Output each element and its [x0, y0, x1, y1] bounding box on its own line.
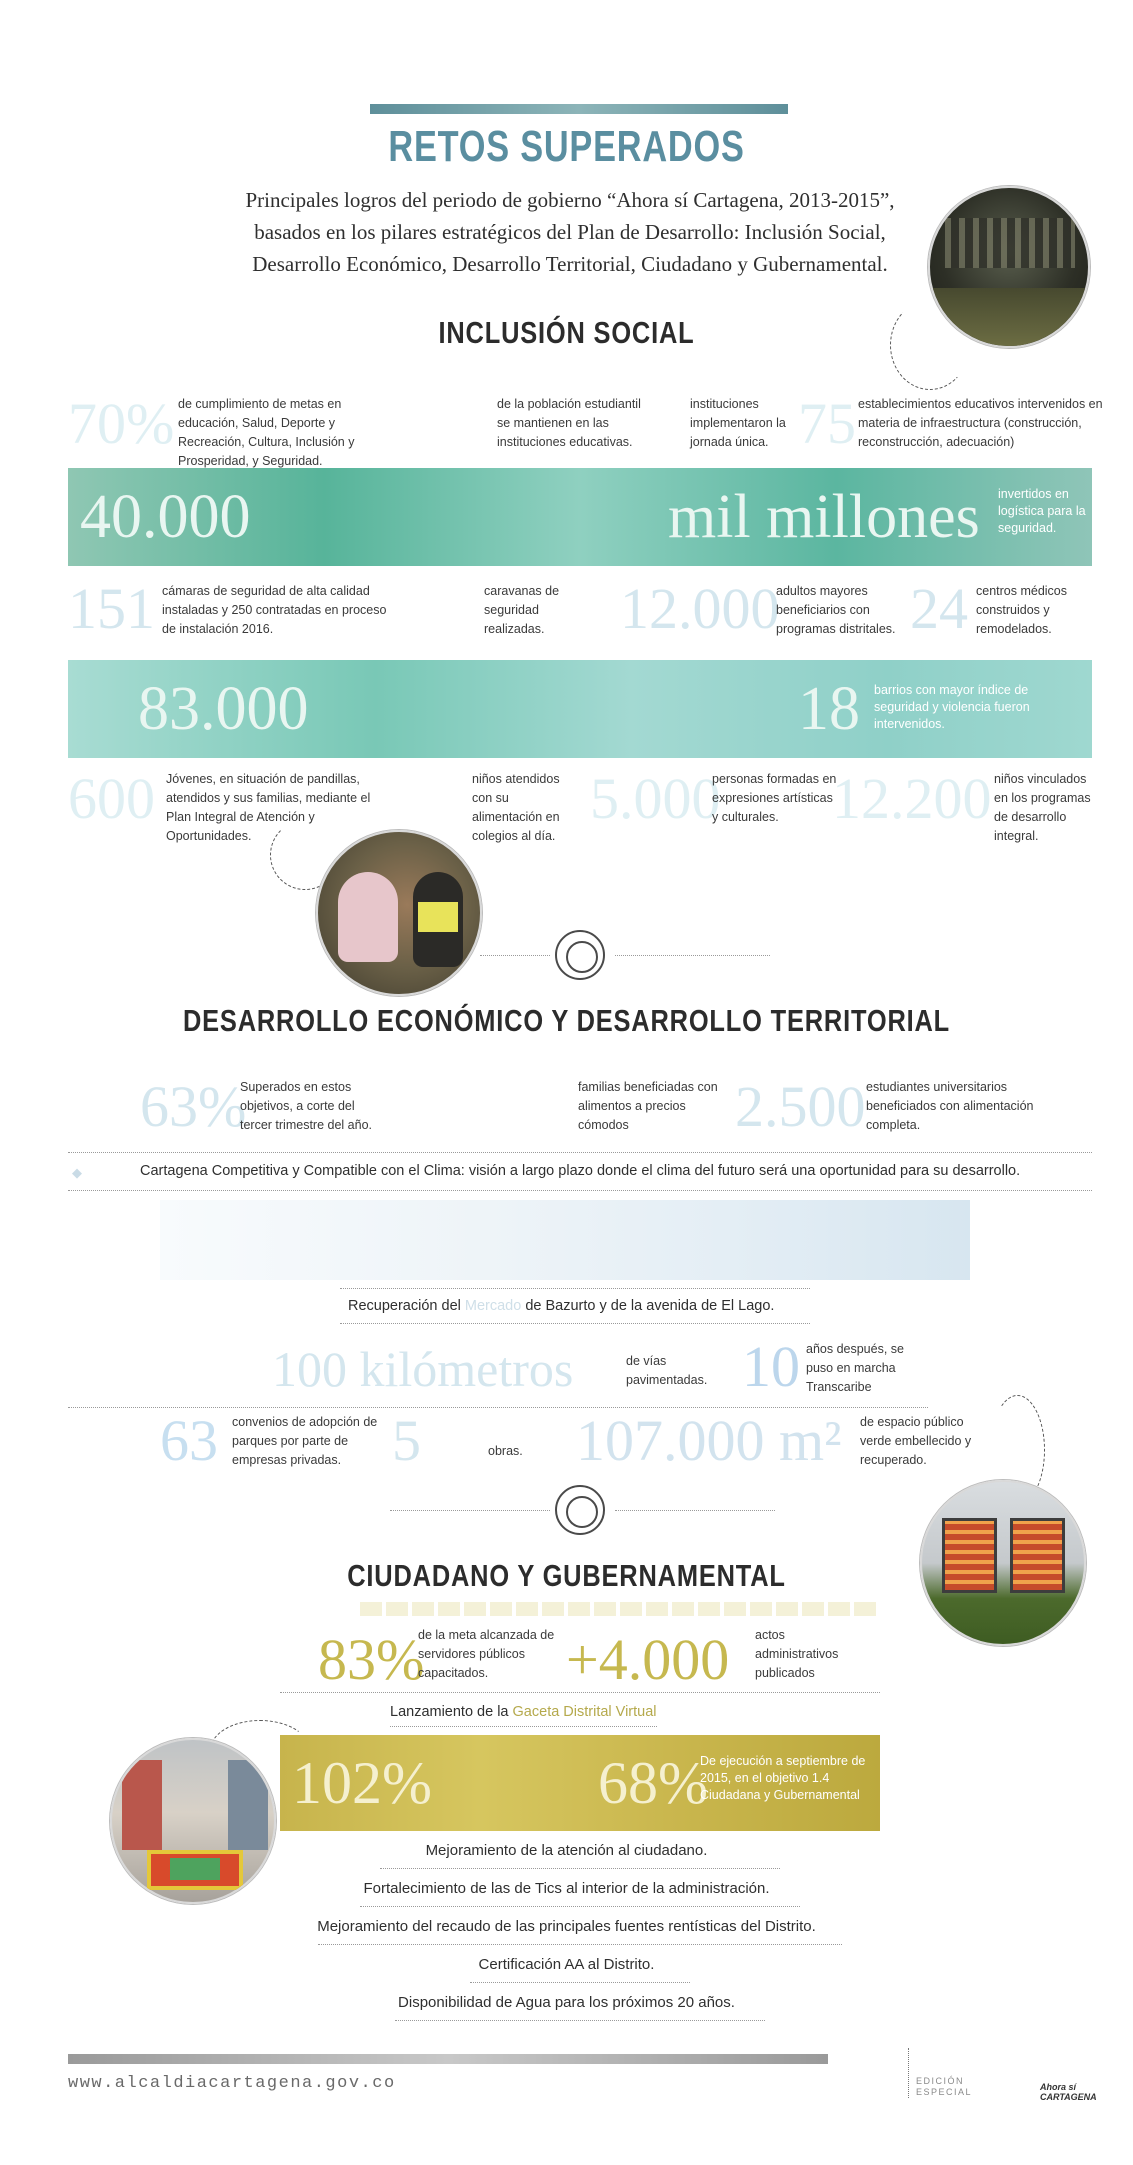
list-item: Mejoramiento del recaudo de las principales fuentes rentísticas del Distrito.: [317, 1918, 816, 1935]
page-title: RETOS SUPERADOS: [388, 122, 745, 171]
list-item: Disponibilidad de Agua para los próximos 20 años.: [398, 1994, 735, 2011]
divider-line: [318, 1944, 842, 1945]
stat-text: cámaras de seguridad de alta calidad instaladas y 250 contratadas en proceso de instalación 2016.: [162, 584, 387, 636]
recuperacion-text: [348, 1298, 774, 1314]
people-photo: [316, 830, 482, 996]
stat-number: 63: [160, 1408, 218, 1473]
band-number: 18: [798, 675, 860, 743]
divider-line: [908, 2048, 909, 2098]
text-span: Gaceta Distrital Virtual: [512, 1704, 657, 1720]
stat-text: actos administrativos publicados: [755, 1628, 839, 1680]
stat-text: niños atendidos con su alimentación en colegios al día.: [472, 772, 560, 843]
stat-text: de espacio público verde embellecido y recuperado.: [860, 1415, 972, 1467]
divider-line: [68, 1190, 1092, 1191]
section-title-economico: DESARROLLO ECONÓMICO Y DESARROLLO TERRITORIAL: [182, 1003, 951, 1038]
band-text: invertidos en logística para la seguridad.: [998, 487, 1086, 535]
highlight-band: [68, 468, 1092, 566]
stat-text: años después, se puso en marcha Transcaribe: [806, 1342, 904, 1394]
stat-number: 12.200: [832, 766, 992, 831]
ornament-icon: [555, 1485, 605, 1535]
stat-number: +4.000: [566, 1627, 730, 1692]
divider-line: [615, 955, 770, 956]
intro-line-3: Desarrollo Económico, Desarrollo Territorial, Ciudadano y Gubernamental.: [252, 252, 888, 276]
ornament-icon: [555, 930, 605, 980]
divider-line: [280, 1692, 880, 1693]
plan-icon: ◆: [72, 1165, 82, 1180]
stat-text: caravanas de seguridad realizadas.: [484, 584, 560, 636]
intro-text: [190, 184, 950, 280]
divider-line: [470, 1982, 690, 1983]
band-text: De ejecución a septiembre de 2015, en el objetivo 1.4 Ciudadana y Gubernamental: [700, 1754, 866, 1802]
highlight-band: [280, 1735, 880, 1831]
band-number: mil millones: [668, 483, 980, 551]
stat-text: de cumplimiento de metas en educación, Salud, Deporte y Recreación, Cultura, Inclusión y Prosperidad, y Seguridad.: [178, 397, 355, 468]
divider-line: [395, 2020, 765, 2021]
divider-line: [360, 1906, 800, 1907]
section-title-ciudadano: CIUDADANO Y GUBERNAMENTAL: [347, 1558, 786, 1593]
intro-line-1: Principales logros del periodo de gobierno “Ahora sí Cartagena, 2013-2015”,: [245, 188, 895, 212]
stat-text: personas formadas en expresiones artísticas y culturales.: [712, 772, 837, 824]
list-item: Mejoramiento de la atención al ciudadano.: [425, 1842, 708, 1859]
stat-text: establecimientos educativos intervenidos en materia de infraestructura (construcción, reconstrucción, adecuación): [858, 397, 1103, 449]
band-number: 83.000: [138, 675, 309, 743]
band-number: 40.000: [80, 483, 251, 551]
list-item: Certificación AA al Distrito.: [478, 1956, 655, 1973]
stat-text: centros médicos construidos y remodelados.: [976, 584, 1068, 636]
intro-line-2: basados en los pilares estratégicos del Plan de Desarrollo: Inclusión Social,: [254, 220, 886, 244]
stat-text: familias beneficiadas con alimentos a precios cómodos: [578, 1080, 718, 1132]
stat-text: convenios de adopción de parques por parte de empresas privadas.: [232, 1415, 378, 1467]
stat-number: 5.000: [590, 766, 721, 831]
divider-line: [68, 1152, 1092, 1153]
stat-number: 600: [68, 766, 155, 831]
city-logo: Ahora sí CARTAGENA: [1040, 2082, 1097, 2102]
text-span: de Bazurto y de la avenida de El Lago.: [525, 1298, 775, 1314]
text-span: Lanzamiento de la: [390, 1704, 509, 1720]
section-title-inclusion: INCLUSIÓN SOCIAL: [438, 315, 695, 350]
list-item: Fortalecimiento de las de Tics al interior de la administración.: [363, 1880, 770, 1897]
stat-number: 12.000: [620, 576, 780, 641]
band-text: barrios con mayor índice de seguridad y violencia fueron intervenidos.: [874, 683, 1030, 731]
stat-text: niños vinculados en los programas de desarrollo integral.: [994, 772, 1091, 843]
footer-bar: [68, 2054, 828, 2064]
stat-number: 5: [392, 1408, 421, 1473]
band-number: 102%: [292, 1750, 432, 1816]
highlight-band: [68, 660, 1092, 758]
stat-text: de vías pavimentadas.: [626, 1354, 708, 1387]
stat-number: 107.000 m²: [576, 1408, 842, 1473]
stat-text: de la meta alcanzada de servidores públicos capacitados.: [418, 1628, 555, 1680]
stat-number: 75: [798, 391, 856, 456]
stat-number: 100 kilómetros: [272, 1341, 574, 1397]
stat-number: 83%: [318, 1627, 425, 1692]
plan-text: Cartagena Competitiva y Compatible con el Clima: visión a largo plazo donde el clima del futuro será una oportunidad para su desarrollo.: [140, 1163, 1021, 1179]
stat-number: 2.500: [735, 1074, 866, 1139]
divider-line: [390, 1510, 550, 1511]
stat-text: obras.: [488, 1444, 523, 1458]
edition-label: EDICIÓN ESPECIAL: [916, 2076, 973, 2097]
band-number: 68%: [598, 1750, 708, 1816]
image-block: [160, 1200, 970, 1280]
stat-number: 63%: [140, 1074, 247, 1139]
stat-text: Superados en estos objetivos, a corte del tercer trimestre del año.: [240, 1080, 372, 1132]
stat-number: 10: [742, 1334, 800, 1399]
stat-text: instituciones implementaron la jornada única.: [690, 397, 786, 449]
stat-number: 24: [910, 576, 968, 641]
divider-line: [615, 1510, 775, 1511]
text-span: Recuperación del: [348, 1298, 461, 1314]
stat-number: 70%: [68, 391, 175, 456]
divider-line: [380, 1868, 780, 1869]
stat-text: adultos mayores beneficiarios con programas distritales.: [776, 584, 896, 636]
stat-number: 151: [68, 576, 155, 641]
stat-text: Jóvenes, en situación de pandillas, atendidos y sus familias, mediante el Plan Integral de Atención y Oportunidades.: [166, 772, 371, 843]
title-decoration: [360, 1602, 880, 1616]
stat-text: de la población estudiantil se mantienen en las instituciones educativas.: [497, 397, 641, 449]
website-link[interactable]: www.alcaldiacartagena.gov.co: [68, 2074, 396, 2093]
gaceta-text: [390, 1704, 657, 1727]
stat-text: estudiantes universitarios beneficiados con alimentación completa.: [866, 1080, 1034, 1132]
title-bar-decoration: [370, 104, 788, 114]
divider-line: [480, 955, 550, 956]
text-span: Mercado: [464, 1298, 522, 1314]
